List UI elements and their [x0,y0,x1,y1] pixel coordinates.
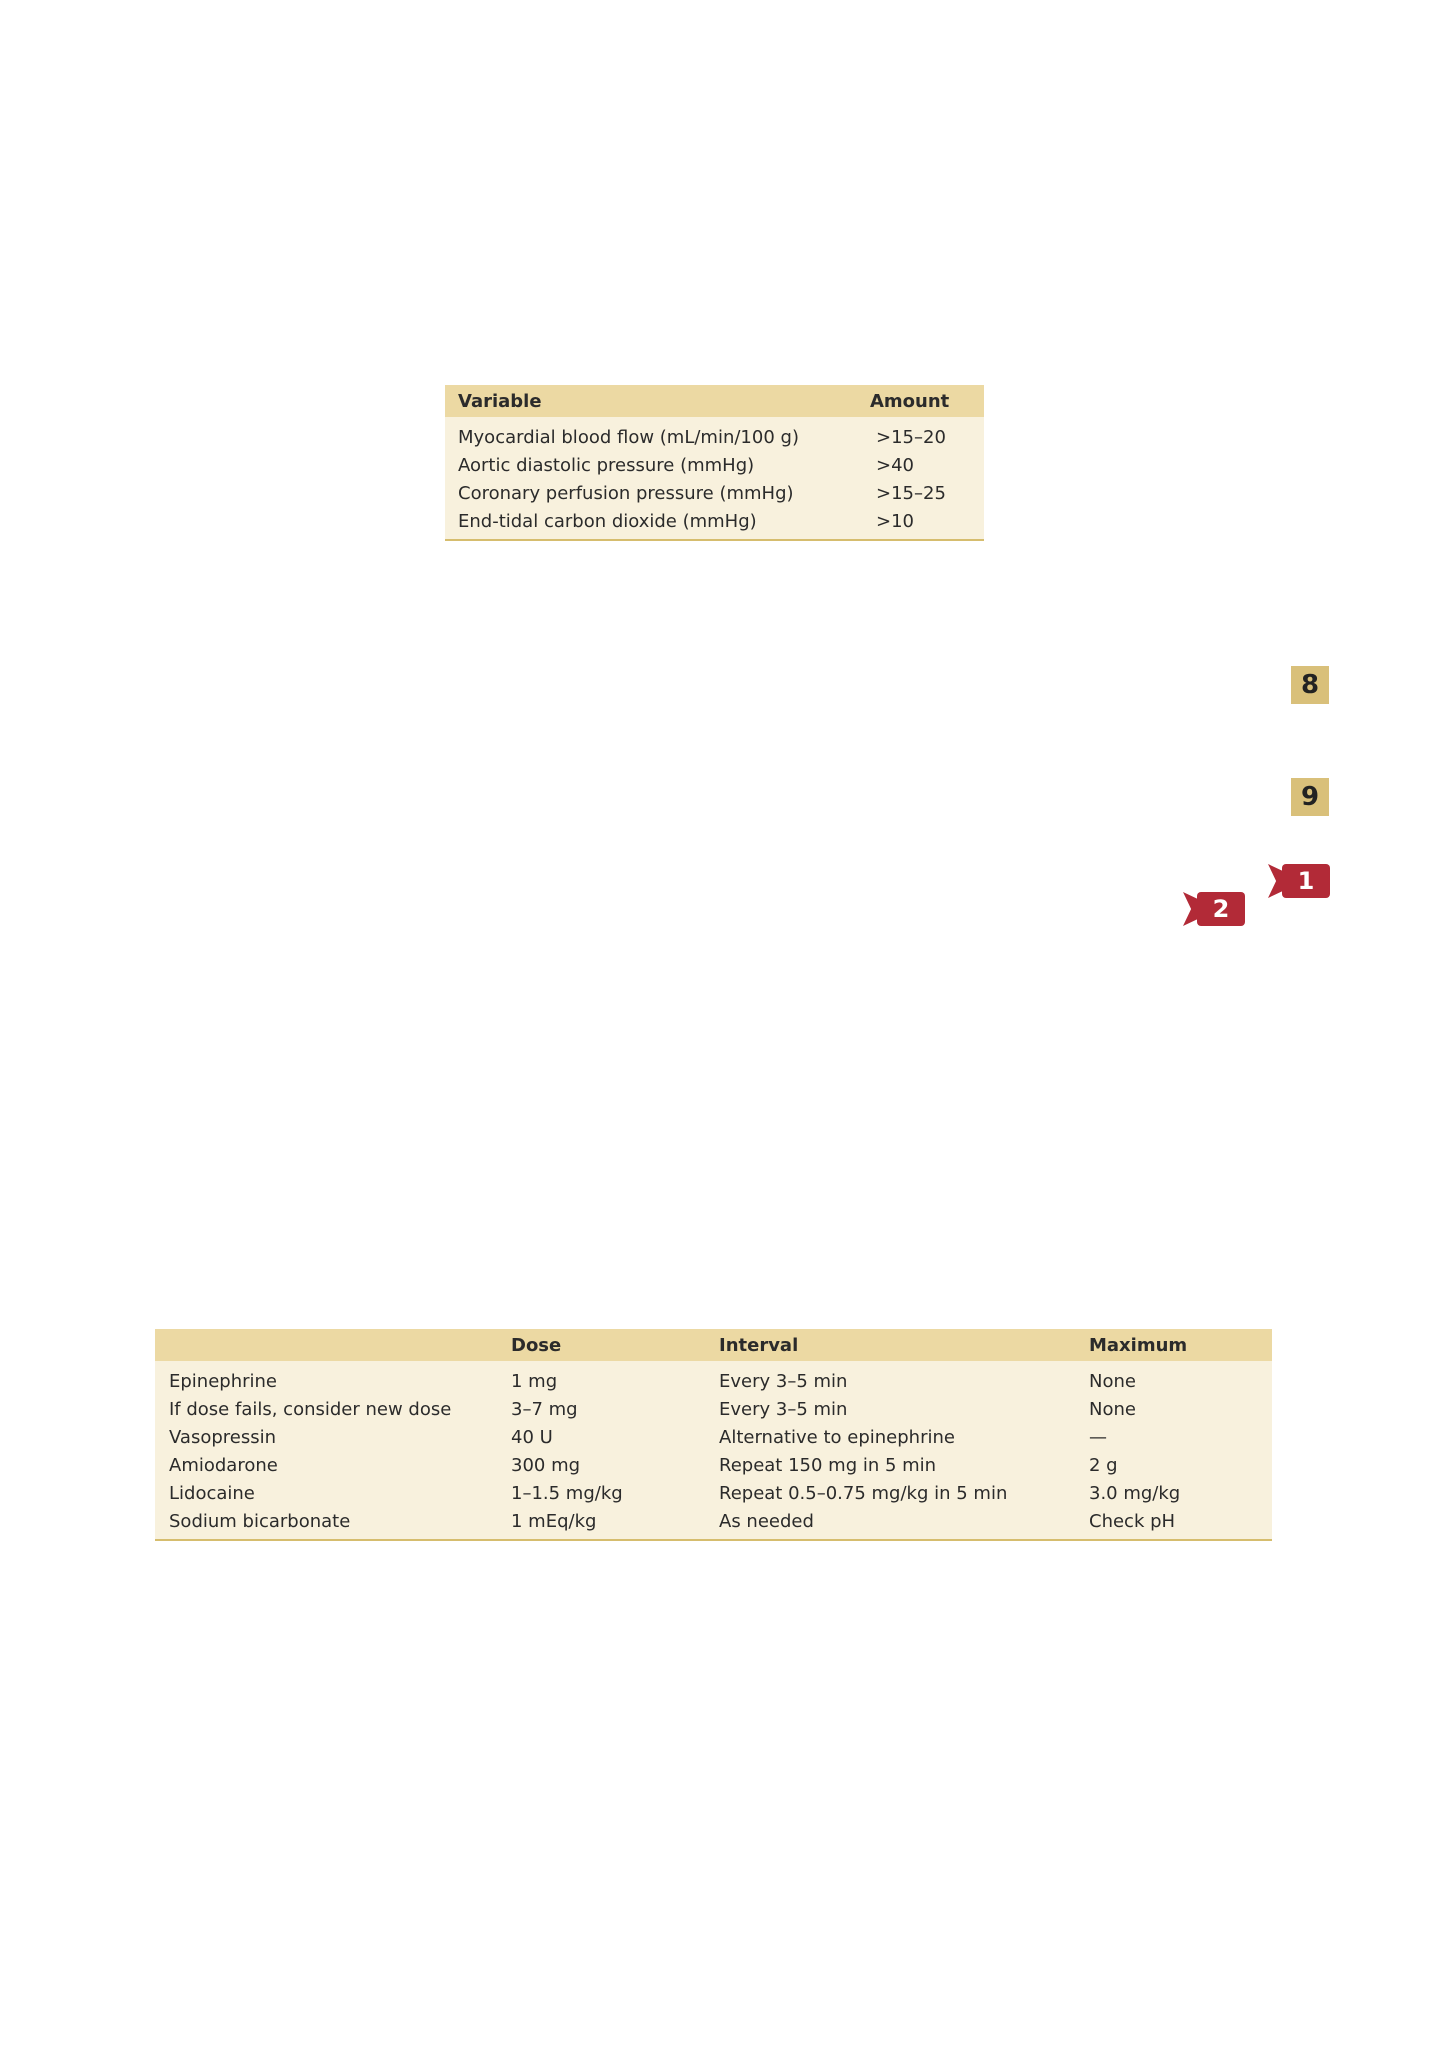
video-marker-number: 1 [1282,864,1330,898]
table-row [445,507,984,535]
maximum-cell: — [1089,1426,1107,1448]
table-row [445,451,984,479]
interval-cell: Repeat 150 mg in 5 min [719,1454,937,1476]
video-marker-number: 2 [1197,892,1245,926]
variable-cell: End-tidal carbon dioxide (mmHg) [458,510,757,532]
drug-cell: Lidocaine [169,1482,255,1504]
table-row [155,1395,1272,1423]
margin-marker-9: 9 [1291,778,1329,816]
drug-cell: Amiodarone [169,1454,278,1476]
amount-cell: >15–25 [876,482,946,504]
table-row [155,1367,1272,1395]
dose-cell: 1 mEq/kg [511,1510,597,1532]
variable-cell: Aortic diastolic pressure (mmHg) [458,454,755,476]
table-row [445,479,984,507]
table-header-row [445,385,984,417]
variable-cell: Coronary perfusion pressure (mmHg) [458,482,794,504]
interval-cell: Every 3–5 min [719,1370,848,1392]
dose-cell: 300 mg [511,1454,581,1476]
margin-marker-8: 8 [1291,666,1329,704]
table-row [155,1479,1272,1507]
dose-cell: 40 U [511,1426,553,1448]
table-header-row [155,1329,1272,1361]
table-row [155,1423,1272,1451]
table-row [155,1507,1272,1535]
column-header-variable: Variable [458,390,542,412]
amount-cell: >15–20 [876,426,946,448]
column-header-interval: Interval [719,1334,799,1356]
interval-cell: Repeat 0.5–0.75 mg/kg in 5 min [719,1482,1008,1504]
video-marker-2[interactable] [1183,892,1245,926]
hemodynamic-targets-table [445,385,984,541]
maximum-cell: 2 g [1089,1454,1118,1476]
interval-cell: Every 3–5 min [719,1398,848,1420]
amount-cell: >40 [876,454,914,476]
drug-cell: Vasopressin [169,1426,277,1448]
column-header-dose: Dose [511,1334,562,1356]
drug-cell: Epinephrine [169,1370,277,1392]
maximum-cell: 3.0 mg/kg [1089,1482,1181,1504]
interval-cell: Alternative to epinephrine [719,1426,955,1448]
drug-cell: Sodium bicarbonate [169,1510,351,1532]
column-header-amount: Amount [870,390,950,412]
maximum-cell: Check pH [1089,1510,1176,1532]
drug-dosing-table [155,1329,1272,1541]
dose-cell: 1 mg [511,1370,558,1392]
maximum-cell: None [1089,1370,1136,1392]
table-row [445,423,984,451]
dose-cell: 1–1.5 mg/kg [511,1482,623,1504]
dose-cell: 3–7 mg [511,1398,578,1420]
interval-cell: As needed [719,1510,814,1532]
variable-cell: Myocardial blood flow (mL/min/100 g) [458,426,799,448]
drug-cell: If dose fails, consider new dose [169,1398,452,1420]
video-marker-1[interactable] [1268,864,1330,898]
amount-cell: >10 [876,510,914,532]
maximum-cell: None [1089,1398,1136,1420]
column-header-maximum: Maximum [1089,1334,1188,1356]
table-row [155,1451,1272,1479]
